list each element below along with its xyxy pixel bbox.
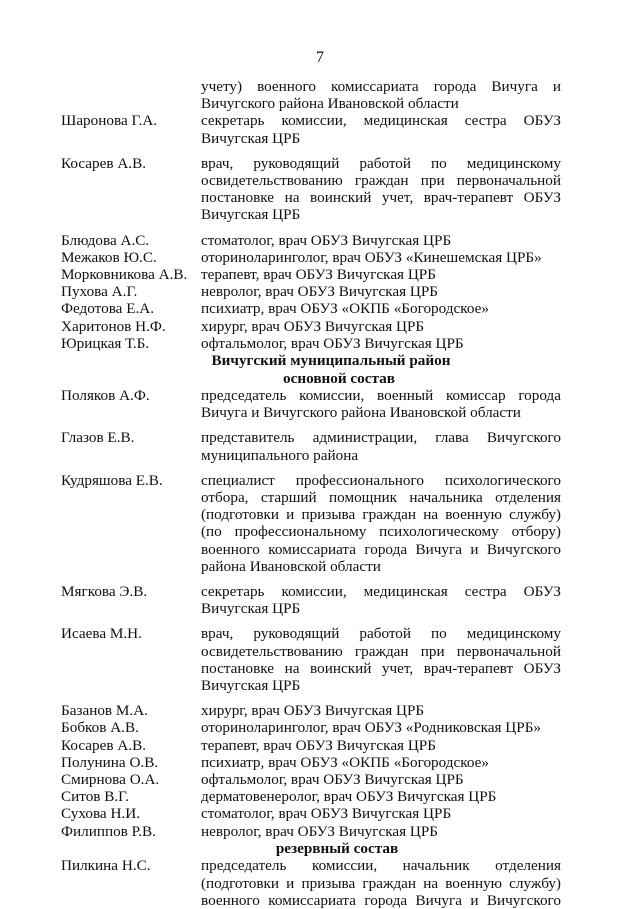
- member-row: [61, 300, 561, 317]
- role-line: офтальмолог, врач ОБУЗ Вичугская ЦРБ: [201, 334, 464, 352]
- member-role: [201, 78, 561, 112]
- row-spacer: [61, 617, 561, 625]
- member-role: [201, 318, 561, 335]
- role-line: врач, руководящий работой по медицинскому: [201, 154, 561, 172]
- role-line: секретарь комиссии, медицинская сестра ОБУЗ: [201, 112, 561, 130]
- role-line: военного комиссариата города Вичуга и Вичугского: [201, 891, 561, 909]
- role-line: учету) военного комиссариата города Вичуга и: [201, 78, 561, 95]
- role-line: Вичугского района Ивановской области: [201, 95, 459, 113]
- role-line: стоматолог, врач ОБУЗ Вичугская ЦРБ: [201, 231, 452, 249]
- member-row: [61, 823, 561, 840]
- member-name: Юрицкая Т.Б.: [61, 334, 150, 352]
- member-row: [61, 387, 561, 421]
- member-name: Кудряшова Е.В.: [61, 471, 163, 489]
- role-line: стоматолог, врач ОБУЗ Вичугская ЦРБ: [201, 805, 452, 823]
- member-name: Блюдова А.С.: [61, 231, 150, 249]
- member-row: [61, 283, 561, 300]
- role-line: (подготовки и призыва граждан на военную службу): [201, 506, 561, 524]
- member-row: [61, 805, 561, 822]
- member-name: Пухова А.Г.: [61, 283, 138, 301]
- role-line: освидетельствованию граждан при первоначальной: [201, 171, 561, 189]
- member-row: [61, 232, 561, 249]
- member-row: [61, 625, 561, 694]
- role-line: (по профессиональному психологическому отбору): [201, 523, 561, 541]
- member-role: [201, 754, 561, 771]
- row-spacer: [61, 464, 561, 472]
- role-line: постановке на воинский учет, врач-терапевт ОБУЗ: [201, 659, 561, 677]
- row-spacer: [61, 421, 561, 429]
- section-heading: Вичугский муниципальный район: [211, 351, 451, 369]
- member-name: [61, 78, 201, 112]
- member-role: [201, 625, 561, 694]
- member-role: [201, 805, 561, 822]
- member-name: Косарев А.В.: [61, 154, 147, 172]
- member-row: [61, 702, 561, 719]
- section-heading: основной состав: [283, 369, 395, 387]
- member-name: Поляков А.Ф.: [61, 387, 150, 405]
- member-name: Межаков Ю.С.: [61, 248, 157, 266]
- role-line: отбора, старший помощник начальника отделения: [201, 489, 561, 507]
- member-row: [61, 771, 561, 788]
- member-row: [61, 266, 561, 283]
- member-role: [201, 232, 561, 249]
- role-line: психиатр, врач ОБУЗ «ОКПБ «Богородское»: [201, 300, 489, 318]
- row-spacer: [61, 575, 561, 583]
- member-row: [61, 78, 561, 112]
- member-name: Смирнова О.А.: [61, 770, 160, 788]
- role-line: врач, руководящий работой по медицинскому: [201, 625, 561, 643]
- row-spacer: [61, 224, 561, 232]
- role-line: офтальмолог, врач ОБУЗ Вичугская ЦРБ: [201, 770, 464, 788]
- role-line: представитель администрации, глава Вичугского: [201, 429, 561, 447]
- member-name: Харитонов Н.Ф.: [61, 317, 166, 335]
- role-line: секретарь комиссии, медицинская сестра ОБУЗ: [201, 582, 561, 600]
- role-line: (подготовки и призыва граждан на военную службу): [201, 874, 561, 892]
- member-row: [61, 249, 561, 266]
- member-role: [201, 771, 561, 788]
- member-role: [201, 266, 561, 283]
- member-name: Сухова Н.И.: [61, 805, 140, 823]
- member-role: [201, 335, 561, 352]
- member-role: [201, 702, 561, 719]
- role-line: муниципального района: [201, 446, 359, 464]
- member-row: [61, 155, 561, 224]
- role-line: терапевт, врач ОБУЗ Вичугская ЦРБ: [201, 265, 436, 283]
- member-name: Пилкина Н.С.: [61, 857, 151, 875]
- member-name: Базанов М.А.: [61, 702, 148, 720]
- row-spacer: [61, 147, 561, 155]
- role-line: председатель комиссии, начальник отделения: [201, 857, 561, 875]
- row-spacer: [61, 694, 561, 702]
- section-heading: резервный состав: [275, 839, 399, 857]
- page-number: 7: [316, 49, 324, 66]
- role-line: невролог, врач ОБУЗ Вичугская ЦРБ: [201, 822, 439, 840]
- member-role: [201, 737, 561, 754]
- member-name: Полунина О.В.: [61, 753, 159, 771]
- role-line: Вичугская ЦРБ: [201, 129, 301, 147]
- role-line: Вичуга и Вичугского района Ивановской области: [201, 404, 521, 422]
- role-line: хирург, врач ОБУЗ Вичугская ЦРБ: [201, 702, 425, 720]
- commission-list: [61, 78, 561, 909]
- member-role: [201, 249, 561, 266]
- member-role: [201, 472, 561, 575]
- member-role: [201, 823, 561, 840]
- member-role: [201, 155, 561, 224]
- member-name: Филиппов Р.В.: [61, 822, 156, 840]
- member-name: Мягкова Э.В.: [61, 582, 148, 600]
- role-line: хирург, врач ОБУЗ Вичугская ЦРБ: [201, 317, 425, 335]
- member-name: Морковникова А.В.: [61, 265, 188, 283]
- member-name: Бобков А.В.: [61, 719, 139, 737]
- member-role: [201, 857, 561, 909]
- role-line: Вичугская ЦРБ: [201, 676, 301, 694]
- role-line: специалист профессионального психологического: [201, 471, 561, 489]
- member-row: [61, 335, 561, 352]
- role-line: Вичугская ЦРБ: [201, 600, 301, 618]
- role-line: председатель комиссии, военный комиссар города: [201, 387, 561, 405]
- role-line: невролог, врач ОБУЗ Вичугская ЦРБ: [201, 283, 439, 301]
- member-row: [61, 112, 561, 146]
- member-row: [61, 857, 561, 909]
- member-row: [61, 429, 561, 463]
- member-name: Федотова Е.А.: [61, 300, 155, 318]
- member-role: [201, 583, 561, 617]
- member-role: [201, 283, 561, 300]
- member-row: [61, 719, 561, 736]
- role-line: Вичугская ЦРБ: [201, 206, 301, 224]
- member-row: [61, 737, 561, 754]
- member-row: [61, 754, 561, 771]
- member-name: Шаронова Г.А.: [61, 112, 158, 130]
- role-line: постановке на воинский учет, врач-терапевт ОБУЗ: [201, 189, 561, 207]
- member-name: Косарев А.В.: [61, 736, 147, 754]
- member-role: [201, 112, 561, 146]
- member-role: [201, 387, 561, 421]
- role-line: оториноларинголог, врач ОБУЗ «Кинешемская ЦРБ»: [201, 248, 542, 266]
- role-line: военного комиссариата города Вичуга и Вичугского: [201, 540, 561, 558]
- member-name: Исаева М.Н.: [61, 625, 142, 643]
- member-role: [201, 429, 561, 463]
- member-row: [61, 318, 561, 335]
- member-name: Глазов Е.В.: [61, 429, 135, 447]
- role-line: терапевт, врач ОБУЗ Вичугская ЦРБ: [201, 736, 436, 754]
- member-role: [201, 300, 561, 317]
- member-name: Ситов В.Г.: [61, 788, 130, 806]
- role-line: психиатр, врач ОБУЗ «ОКПБ «Богородское»: [201, 753, 489, 771]
- role-line: дерматовенеролог, врач ОБУЗ Вичугская ЦРБ: [201, 788, 497, 806]
- member-role: [201, 788, 561, 805]
- member-row: [61, 788, 561, 805]
- role-line: освидетельствованию граждан при первоначальной: [201, 642, 561, 660]
- role-line: района Ивановской области: [201, 557, 381, 575]
- member-row: [61, 472, 561, 575]
- role-line: оториноларинголог, врач ОБУЗ «Родниковская ЦРБ»: [201, 719, 542, 737]
- member-row: [61, 583, 561, 617]
- member-role: [201, 719, 561, 736]
